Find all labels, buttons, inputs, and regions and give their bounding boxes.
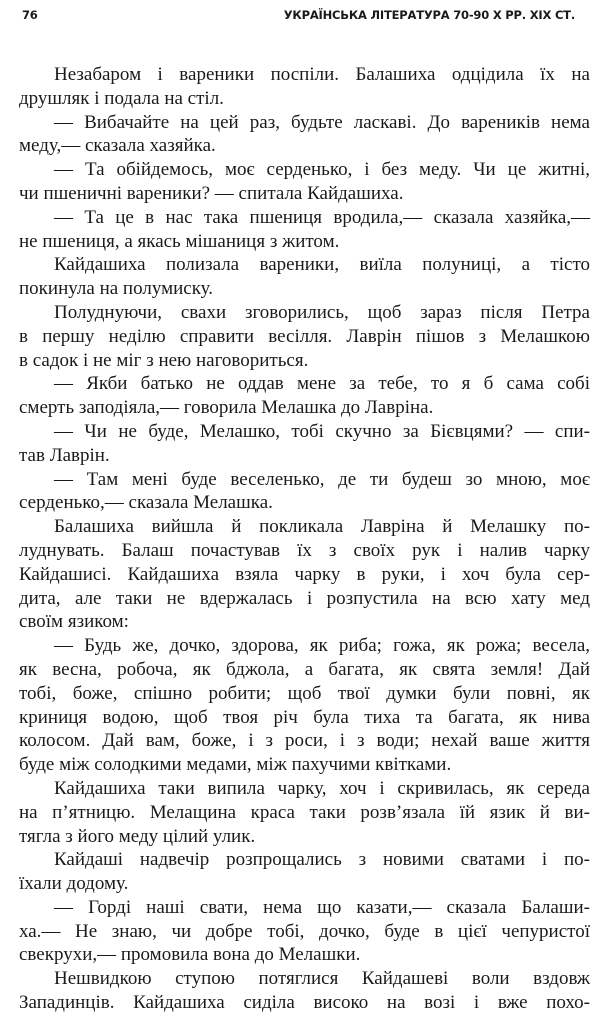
text-line: — Горді наші свати, нема що казати,— сказала Балаши-	[54, 896, 590, 918]
text-line: — Та обійдемось, моє серденько, і без меду. Чи це житні,	[54, 159, 590, 181]
paragraph	[19, 63, 590, 111]
text-line: дита, але таки не вдержалась і розпустила на всю хату мед	[19, 587, 590, 609]
text-line: своїм язиком:	[19, 611, 129, 633]
text-line: покинула на полумиску.	[19, 278, 213, 300]
page-header	[22, 8, 575, 26]
text-line: тобі, боже, спішно робити; щоб твої думки були повні, як	[19, 682, 590, 704]
paragraph	[19, 896, 590, 967]
paragraph	[19, 301, 590, 372]
paragraph	[19, 111, 590, 159]
text-line: Кайдашисі. Кайдашиха взяла чарку в руки, і хоч була сер-	[19, 563, 590, 585]
paragraph	[19, 848, 590, 896]
text-line: буде між солодкими медами, між пахучими квітками.	[19, 754, 452, 776]
paragraph	[19, 206, 590, 254]
text-line: — Будь же, дочко, здорова, як риба; гожа, як рожа; весела,	[54, 635, 590, 657]
text-line: луднувать. Балаш почастував їх з своїх рук і налив чарку	[19, 539, 590, 561]
paragraph	[19, 777, 590, 848]
text-line: — Чи не буде, Мелашко, тобі скучно за Бієвцями? — спи-	[54, 420, 590, 442]
text-line: криниця водою, щоб твоя річ була тиха та багата, як нива	[19, 706, 590, 728]
running-title: УКРАЇНСЬКА ЛІТЕРАТУРА 70-90 Х РР. XIX СТ.	[283, 8, 575, 22]
page-number: 76	[22, 8, 38, 22]
text-line: Западинців. Кайдашиха сиділа високо на возі і вже похо-	[19, 992, 590, 1014]
body-text	[19, 63, 590, 1015]
paragraph	[19, 158, 590, 206]
text-line: — Якби батько не оддав мене за тебе, то я б сама собі	[54, 373, 590, 395]
text-line: меду,— сказала хазяйка.	[19, 135, 216, 157]
text-line: — Та це в нас така пшениця вродила,— сказала хазяйка,—	[54, 206, 590, 228]
text-line: — Вибачайте на цей раз, будьте ласкаві. До вареників нема	[54, 111, 590, 133]
text-line: їхали додому.	[19, 873, 129, 895]
text-line: — Там мені буде веселенько, де ти будеш зо мною, моє	[54, 468, 590, 490]
paragraph	[19, 967, 590, 1015]
text-line: Кайдаші надвечір розпрощались з новими сватами і по-	[54, 849, 590, 871]
text-line: тав Лаврін.	[19, 444, 110, 466]
paragraph	[19, 634, 590, 777]
text-line: Балашиха вийшла й покликала Лавріна й Мелашку по-	[54, 516, 590, 538]
text-line: свекрухи,— промовила вона до Мелашки.	[19, 944, 361, 966]
text-line: на п’ятницю. Мелащина краса таки розв’язала їй язик й ви-	[19, 801, 590, 823]
text-line: в першу неділю справити весілля. Лаврін пішов з Мелашкою	[19, 325, 590, 347]
text-line: чи пшеничні вареники? — спитала Кайдашиха.	[19, 182, 404, 204]
paragraph	[19, 468, 590, 516]
paragraph	[19, 372, 590, 420]
paragraph	[19, 515, 590, 634]
text-line: тягла з його меду цілий улик.	[19, 825, 256, 847]
text-line: в садок і не міг з нею наговориться.	[19, 349, 309, 371]
text-line: Кайдашиха полизала вареники, виїла полуниці, а тісто	[54, 254, 590, 276]
text-line: Нешвидкою ступою потяглися Кайдашеві воли вздовж	[54, 968, 590, 990]
paragraph	[19, 253, 590, 301]
paragraph	[19, 420, 590, 468]
text-line: смерть заподіяла,— говорила Мелашка до Лавріна.	[19, 397, 434, 419]
text-line: Незабаром і вареники поспіли. Балашиха одцідила їх на	[54, 64, 590, 85]
text-line: Полуднуючи, свахи зговорились, щоб зараз після Петра	[54, 301, 590, 323]
text-line: не пшениця, а якась мішаниця з житом.	[19, 230, 340, 252]
text-line: Кайдашиха таки випила чарку, хоч і скривилась, як середа	[54, 777, 590, 799]
text-line: серденько,— сказала Мелашка.	[19, 492, 273, 514]
text-line: колосом. Дай вам, боже, і з роси, і з води; нехай ваше життя	[19, 730, 590, 752]
text-line: як весна, робоча, як бджола, а багата, як свята земля! Дай	[19, 658, 590, 680]
text-line: друшляк і подала на стіл.	[19, 87, 224, 109]
text-line: ха.— Не знаю, чи добре тобі, дочко, буде в цієї чепуристої	[19, 920, 590, 942]
